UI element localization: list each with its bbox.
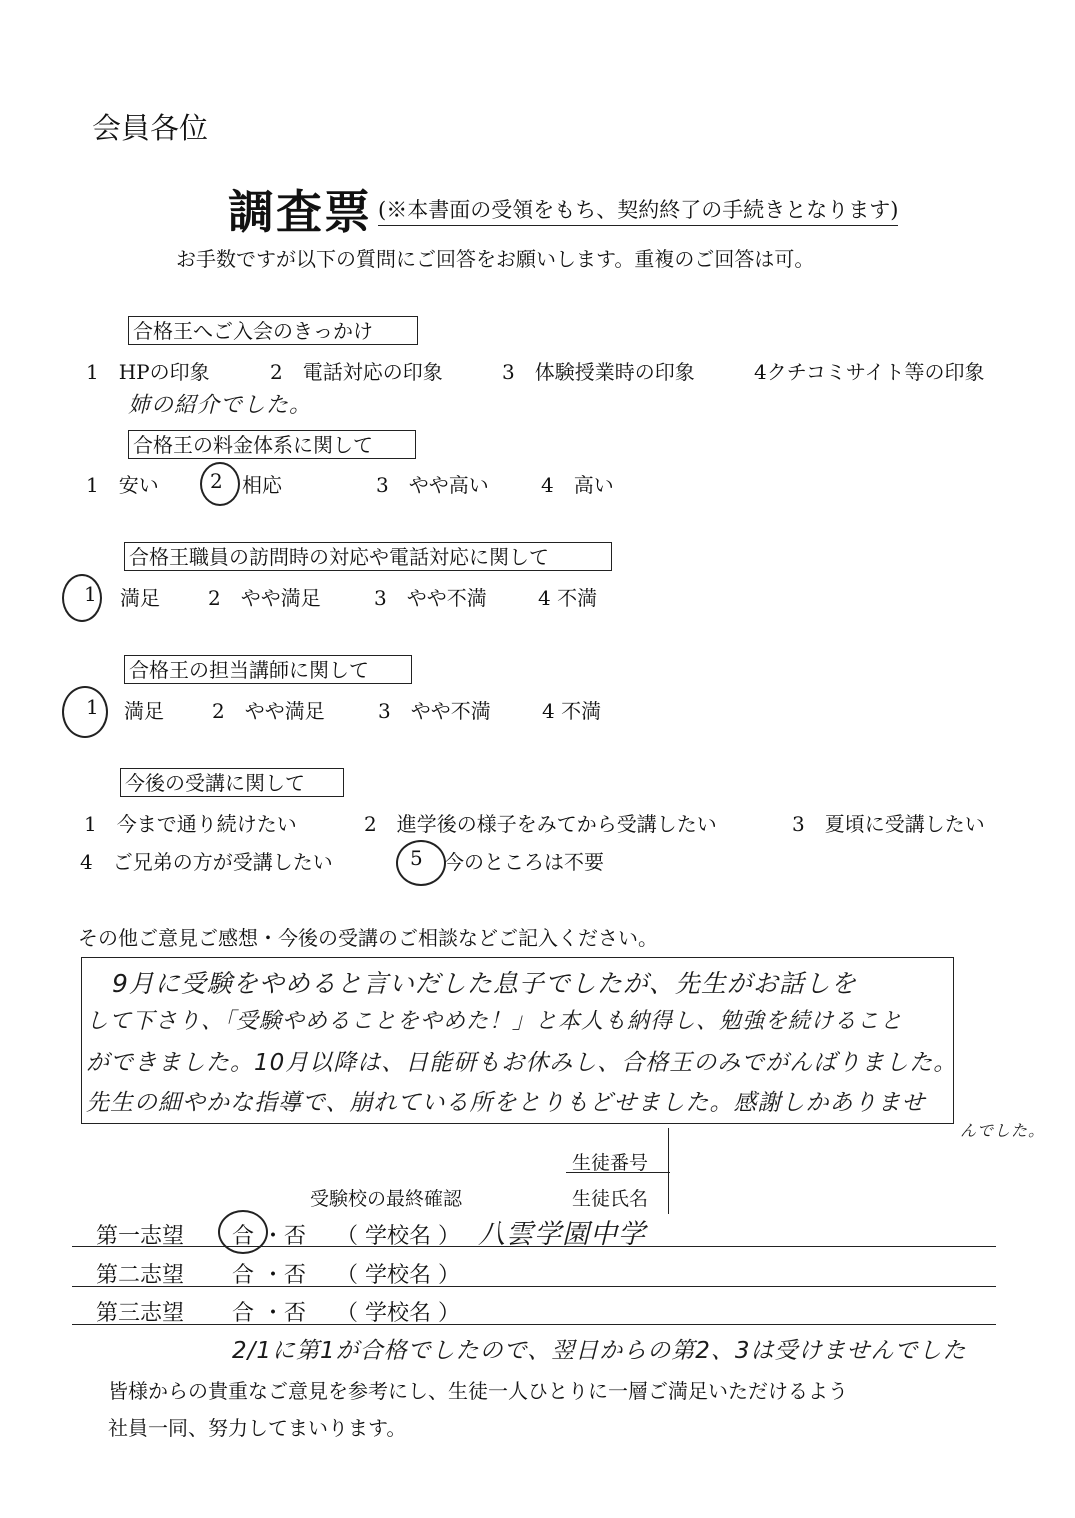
page-title: 調査票: [228, 185, 372, 239]
q3-option-1-label[interactable]: 満足: [120, 586, 160, 610]
choice-3-dot: ・: [262, 1301, 285, 1326]
student-name-label: 生徒氏名: [572, 1188, 649, 1210]
q2-option-1[interactable]: 1 安い: [86, 473, 159, 497]
choice-3-school-label: （ 学校名 ）: [336, 1301, 460, 1326]
comment-line-3: ができました。10月以降は、日能研もお休みし、合格王のみでがんばりました。: [86, 1050, 958, 1076]
q3-option-4[interactable]: 4 不満: [538, 586, 598, 610]
addressee: 会員各位: [92, 111, 209, 145]
choice-1-dot: ・: [262, 1224, 285, 1249]
student-number-rule: [566, 1172, 670, 1173]
student-number-label: 生徒番号: [572, 1152, 649, 1174]
comment-box[interactable]: [81, 957, 958, 1124]
final-check-label: 受験校の最終確認: [310, 1188, 463, 1210]
title-note: (※本書面の受領をもち、契約終了の手続きとなります): [378, 194, 898, 226]
choice-2-pass[interactable]: 合: [232, 1263, 255, 1288]
q2-option-3[interactable]: 3 やや高い: [376, 473, 489, 497]
choice-2-rule: [72, 1286, 996, 1287]
q1-handwritten-answer: 姉の紹介でした。: [128, 393, 313, 418]
q2-heading: 合格王の料金体系に関して: [128, 430, 416, 459]
q2-option-4[interactable]: 4 高い: [541, 473, 614, 497]
choice-3-pass[interactable]: 合: [232, 1301, 255, 1326]
q5-option-1[interactable]: 1 今まで通り続けたい: [84, 812, 297, 836]
q1-option-4[interactable]: 4クチコミサイト等の印象: [754, 360, 985, 384]
q4-selected-circle: [62, 686, 108, 738]
q5-option-5-label[interactable]: 今のところは不要: [444, 850, 604, 874]
q3-option-1-number[interactable]: 1: [84, 582, 97, 606]
choice-3-rule: [72, 1324, 996, 1325]
q3-option-2[interactable]: 2 やや満足: [208, 586, 321, 610]
q4-option-2[interactable]: 2 やや満足: [212, 699, 325, 723]
choice-1-rule: [72, 1246, 996, 1247]
q1-option-3[interactable]: 3 体験授業時の印象: [502, 360, 695, 384]
choice-2-school-label: （ 学校名 ）: [336, 1263, 460, 1288]
handwritten-note: 2/1に第1が合格でしたので、翌日からの第2、3は受けませんでした: [232, 1338, 967, 1364]
q4-option-4[interactable]: 4 不満: [542, 699, 602, 723]
student-info-divider: [668, 1128, 669, 1214]
comment-overflow: んでした。: [960, 1121, 1046, 1140]
choice-1-school[interactable]: 八雲学園中学: [478, 1219, 646, 1250]
q1-option-1[interactable]: 1 HPの印象: [86, 360, 210, 384]
q4-option-1-number[interactable]: 1: [86, 695, 99, 719]
q5-option-2[interactable]: 2 進学後の様子をみてから受講したい: [364, 812, 717, 836]
q4-option-1-label[interactable]: 満足: [124, 699, 164, 723]
choice-1-rank: 第一志望: [96, 1224, 185, 1249]
choice-3-rank: 第三志望: [96, 1301, 185, 1326]
q1-heading: 合格王へご入会のきっかけ: [128, 316, 418, 345]
comment-line-1: 9月に受験をやめると言いだした息子でしたが、先生がお話しを: [112, 969, 857, 998]
q4-option-3[interactable]: 3 やや不満: [378, 699, 491, 723]
choice-2-dot: ・: [262, 1263, 285, 1288]
closing-line-1: 皆様からの貴重なご意見を参考にし、生徒一人ひとりに一層ご満足いただけるよう: [108, 1379, 848, 1403]
choice-1-pass[interactable]: 合: [232, 1224, 255, 1249]
q2-option-2-number[interactable]: 2: [210, 469, 223, 493]
closing-line-2: 社員一同、努力してまいります。: [108, 1416, 407, 1440]
comment-prompt: その他ご意見ご感想・今後の受講のご相談などご記入ください。: [78, 926, 658, 950]
q5-option-3[interactable]: 3 夏頃に受講したい: [792, 812, 985, 836]
q2-option-2-label[interactable]: 相応: [242, 473, 282, 497]
choice-2-fail[interactable]: 否: [284, 1263, 307, 1288]
intro-text: お手数ですが以下の質問にご回答をお願いします。重複のご回答は可。: [176, 247, 815, 271]
choice-1-fail[interactable]: 否: [284, 1224, 307, 1249]
q3-selected-circle: [62, 574, 102, 622]
q5-option-5-number[interactable]: 5: [410, 846, 423, 870]
q3-option-3[interactable]: 3 やや不満: [374, 586, 487, 610]
q2-selected-circle: [200, 462, 240, 506]
q4-heading: 合格王の担当講師に関して: [124, 655, 412, 684]
q5-selected-circle: [396, 840, 446, 886]
choice-1-school-label: （ 学校名 ）: [336, 1224, 460, 1249]
choice-3-fail[interactable]: 否: [284, 1301, 307, 1326]
choice-1-pass-circle: [218, 1210, 268, 1254]
q5-heading: 今後の受講に関して: [120, 768, 344, 797]
q1-option-2[interactable]: 2 電話対応の印象: [270, 360, 443, 384]
choice-2-rank: 第二志望: [96, 1263, 185, 1288]
q3-heading: 合格王職員の訪問時の対応や電話対応に関して: [124, 542, 612, 571]
comment-line-4: 先生の細やかな指導で、崩れている所をとりもどせました。感謝しかありませ: [86, 1090, 926, 1116]
comment-line-2: して下さり、「受験やめることをやめた！」と本人も納得し、勉強を続けること: [86, 1009, 904, 1034]
q5-option-4[interactable]: 4 ご兄弟の方が受講したい: [80, 850, 333, 874]
